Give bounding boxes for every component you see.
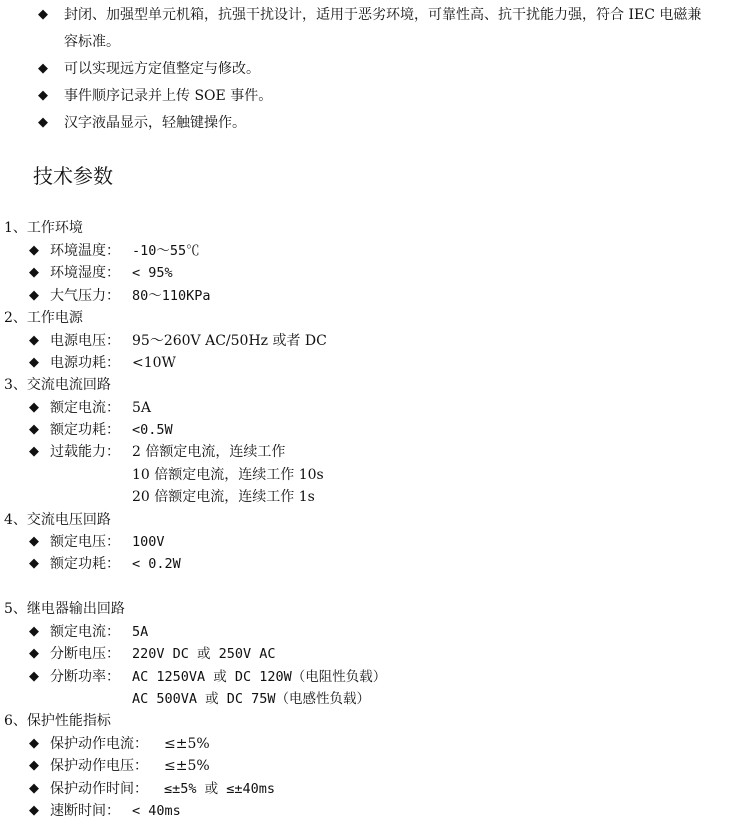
param-value: -10～55℃ (132, 243, 200, 259)
bullet-diamond-icon: ◆ (29, 646, 39, 661)
bullet-diamond-icon: ◆ (38, 88, 48, 103)
bullet-diamond-icon: ◆ (29, 355, 39, 370)
feature-text: 可以实现远方定值整定与修改。 (64, 61, 260, 77)
feature-text: 事件顺序记录并上传 SOE 事件。 (64, 88, 273, 104)
param-label: 保护动作电压： (50, 758, 148, 774)
bullet-diamond-icon: ◆ (38, 7, 48, 22)
param-label: 过载能力： (50, 444, 120, 460)
param-label: 电源功耗： (50, 355, 120, 371)
section-title: 1、工作环境 (4, 220, 83, 236)
param-value: 95～260V AC/50Hz 或者 DC (132, 333, 327, 349)
bullet-diamond-icon: ◆ (29, 288, 39, 303)
param-value: ≤±5% (164, 758, 210, 774)
section-title: 3、交流电流回路 (4, 377, 111, 393)
param-label: 额定功耗： (50, 556, 120, 572)
bullet-diamond-icon: ◆ (29, 333, 39, 348)
param-value: < 0.2W (132, 556, 181, 572)
feature-text-continued: 容标准。 (64, 34, 120, 50)
param-label: 速断时间： (50, 803, 120, 819)
param-value-continued: 10 倍额定电流，连续工作 10s (132, 467, 324, 483)
feature-text: 汉字液晶显示，轻触键操作。 (64, 115, 246, 131)
param-label: 保护动作时间： (50, 781, 148, 797)
param-value: 2 倍额定电流，连续工作 (132, 444, 286, 460)
bullet-diamond-icon: ◆ (29, 556, 39, 571)
param-label: 环境温度： (50, 243, 120, 259)
param-value: 220V DC 或 250V AC (132, 646, 276, 662)
param-value-continued: 20 倍额定电流，连续工作 1s (132, 489, 315, 505)
param-label: 额定功耗： (50, 422, 120, 438)
feature-text: 封闭、加强型单元机箱，抗强干扰设计，适用于恶劣环境，可靠性高、抗干扰能力强，符合 IEC 电磁兼 (64, 7, 702, 23)
param-label: 电源电压： (50, 333, 120, 349)
bullet-diamond-icon: ◆ (29, 803, 39, 818)
bullet-diamond-icon: ◆ (29, 422, 39, 437)
param-value: 100V (132, 534, 165, 550)
param-value: < 40ms (132, 803, 181, 819)
param-label: 额定电流： (50, 400, 120, 416)
param-label: 分断功率： (50, 669, 120, 685)
bullet-diamond-icon: ◆ (38, 115, 48, 130)
param-value: < 95% (132, 265, 173, 281)
section-heading: 技术参数 (33, 164, 113, 188)
section-title: 5、继电器输出回路 (4, 601, 125, 617)
bullet-diamond-icon: ◆ (29, 781, 39, 796)
param-label: 额定电流： (50, 624, 120, 640)
param-value: AC 1250VA 或 DC 120W（电阻性负载） (132, 669, 387, 685)
param-value: ≤±5% 或 ≤±40ms (164, 781, 276, 797)
param-label: 分断电压： (50, 646, 120, 662)
section-title: 6、保护性能指标 (4, 713, 111, 729)
param-label: 额定电压： (50, 534, 120, 550)
bullet-diamond-icon: ◆ (29, 534, 39, 549)
section-title: 2、工作电源 (4, 310, 83, 326)
bullet-diamond-icon: ◆ (29, 758, 39, 773)
param-value: <10W (132, 355, 176, 371)
bullet-diamond-icon: ◆ (29, 265, 39, 280)
param-label: 环境湿度： (50, 265, 120, 281)
param-label: 保护动作电流： (50, 736, 148, 752)
bullet-diamond-icon: ◆ (29, 624, 39, 639)
bullet-diamond-icon: ◆ (29, 243, 39, 258)
param-value: 80～110KPa (132, 288, 211, 304)
bullet-diamond-icon: ◆ (38, 61, 48, 76)
param-label: 大气压力： (50, 288, 120, 304)
bullet-diamond-icon: ◆ (29, 400, 39, 415)
param-value: 5A (132, 624, 149, 640)
param-value: 5A (132, 400, 152, 416)
bullet-diamond-icon: ◆ (29, 669, 39, 684)
param-value: <0.5W (132, 422, 173, 438)
bullet-diamond-icon: ◆ (29, 444, 39, 459)
param-value-continued: AC 500VA 或 DC 75W（电感性负载） (132, 691, 371, 707)
param-value: ≤±5% (164, 736, 210, 752)
section-title: 4、交流电压回路 (4, 512, 111, 528)
bullet-diamond-icon: ◆ (29, 736, 39, 751)
